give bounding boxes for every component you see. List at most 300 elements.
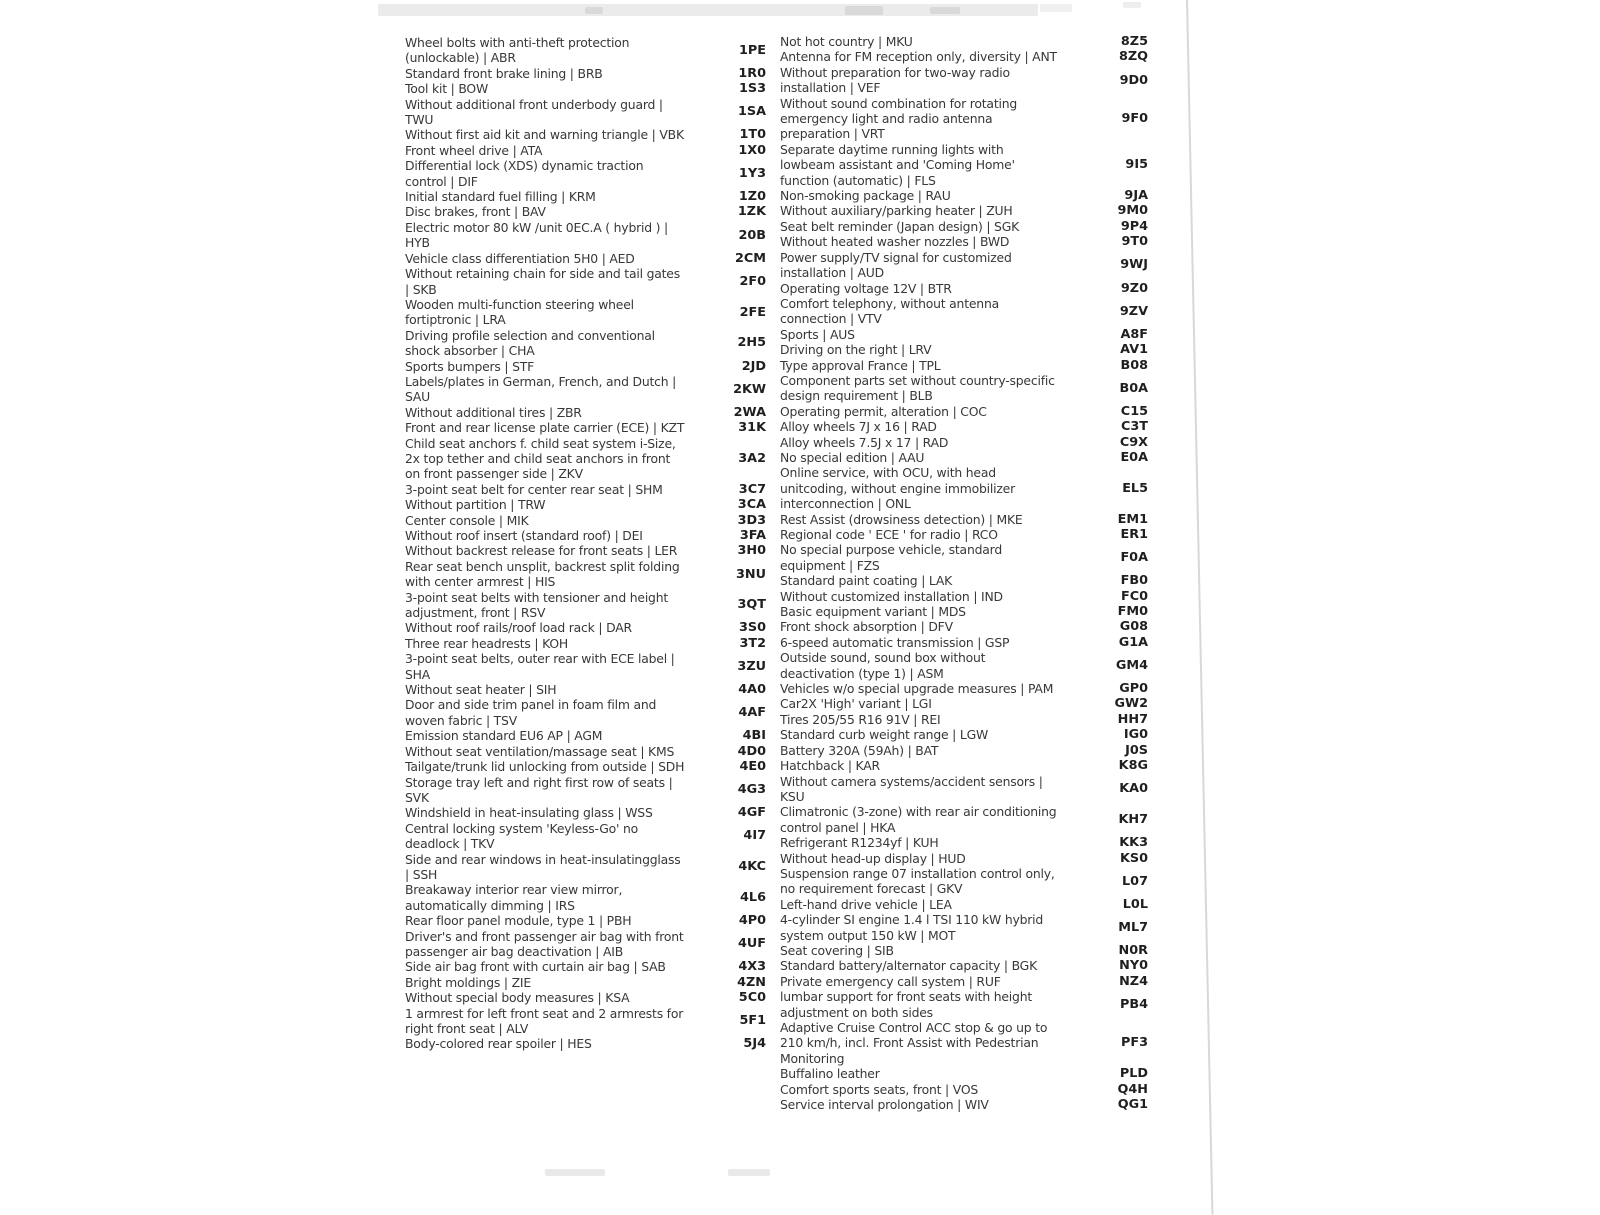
option-pr-code: 9JA — [1124, 188, 1148, 204]
option-pr-code: 9I5 — [1125, 157, 1148, 173]
option-pr-code: 9T0 — [1121, 234, 1148, 250]
option-row — [780, 804, 1148, 835]
option-pr-code: 1PE — [738, 42, 766, 58]
scan-artifact-smudge — [585, 7, 603, 14]
option-description: Seat covering | SIB — [780, 942, 894, 958]
option-row — [780, 512, 1148, 527]
option-row — [780, 527, 1148, 542]
option-row — [405, 513, 766, 528]
option-description: 1 armrest for left front seat and 2 armrests for right front seat | ALV — [405, 1005, 684, 1036]
option-pr-code: 2F0 — [739, 273, 766, 289]
option-row — [405, 990, 766, 1005]
option-description: Operating voltage 12V | BTR — [780, 280, 952, 296]
option-description: Without preparation for two-way radio installation | VEF — [780, 64, 1010, 96]
option-pr-code: 4L6 — [740, 890, 766, 906]
option-description: Buffalino leather — [780, 1066, 880, 1082]
option-pr-code: HH7 — [1117, 711, 1148, 727]
option-pr-code: 1ZK — [737, 204, 766, 220]
option-pr-code: 3FA — [739, 528, 766, 543]
option-pr-code: 3S0 — [738, 620, 766, 636]
option-pr-code: N0R — [1118, 942, 1148, 958]
option-pr-code: 5C0 — [738, 990, 766, 1006]
option-description: Emission standard EU6 AP | AGM — [405, 728, 603, 744]
options-list-right — [780, 34, 1148, 1112]
option-description: Outside sound, sound box without deactivation (type 1) | ASM — [780, 650, 986, 681]
option-pr-code: NY0 — [1119, 958, 1148, 974]
option-description: Type approval France | TPL — [780, 357, 941, 373]
option-pr-code: C3T — [1120, 419, 1148, 435]
option-pr-code: ER1 — [1120, 527, 1148, 542]
option-pr-code: B08 — [1120, 357, 1148, 373]
option-pr-code: 3ZU — [737, 658, 766, 674]
option-pr-code: FB0 — [1120, 573, 1148, 589]
option-description: Without retaining chain for side and tail gates | SKB — [405, 266, 680, 297]
option-pr-code: 1S3 — [738, 81, 766, 97]
option-row — [780, 373, 1148, 404]
option-row — [780, 203, 1148, 218]
option-row — [405, 497, 766, 512]
option-pr-code: B0A — [1119, 380, 1148, 396]
option-description: Online service, with OCU, with head unitcoding, without engine immobilizer interconnection | ONL — [780, 465, 1015, 512]
option-description: Vehicle class differentiation 5H0 | AED — [405, 250, 635, 266]
option-pr-code: 8ZQ — [1118, 49, 1148, 65]
option-pr-code: KS0 — [1119, 850, 1148, 866]
option-pr-code: 2H5 — [737, 335, 766, 351]
option-row — [405, 297, 766, 328]
option-description: Breakaway interior rear view mirror, automatically dimming | IRS — [405, 882, 623, 913]
option-row — [405, 728, 766, 743]
option-description: Alloy wheels 7.5J x 17 | RAD — [780, 434, 949, 450]
option-description: Component parts set without country-specific design requirement | BLB — [780, 372, 1055, 404]
option-pr-code: 4AF — [738, 705, 766, 721]
option-row — [780, 727, 1148, 742]
option-pr-code: 4GF — [737, 805, 766, 821]
option-row — [405, 528, 766, 543]
option-pr-code: 4BI — [742, 728, 766, 744]
option-pr-code: G08 — [1119, 619, 1148, 635]
option-row — [405, 189, 766, 204]
option-row — [405, 266, 766, 297]
option-row — [405, 127, 766, 142]
option-pr-code: 9P4 — [1120, 218, 1148, 234]
option-pr-code: KA0 — [1119, 781, 1148, 797]
option-row — [405, 775, 766, 806]
option-row — [780, 943, 1148, 958]
option-row — [405, 204, 766, 219]
option-row — [780, 696, 1148, 711]
option-pr-code: 9ZV — [1119, 303, 1148, 319]
option-row — [405, 220, 766, 251]
option-description: Alloy wheels 7J x 16 | RAD — [780, 419, 937, 435]
option-description: Without auxiliary/parking heater | ZUH — [780, 203, 1013, 219]
option-row — [780, 250, 1148, 281]
option-pr-code: C15 — [1120, 403, 1148, 419]
option-description: Vehicles w/o special upgrade measures | PAM — [780, 681, 1054, 697]
option-pr-code: 5F1 — [739, 1013, 766, 1029]
option-description: Standard front brake lining | BRB — [405, 65, 603, 81]
option-description: Seat belt reminder (Japan design) | SGK — [780, 218, 1020, 234]
option-description: Antenna for FM reception only, diversity | ANT — [780, 49, 1057, 65]
option-description: Car2X 'High' variant | LGI — [780, 696, 932, 712]
option-pr-code: 1R0 — [738, 65, 766, 81]
option-description: Without customized installation | IND — [780, 588, 1003, 604]
option-description: Battery 320A (59Ah) | BAT — [780, 742, 939, 758]
option-row — [405, 251, 766, 266]
option-row — [780, 1097, 1148, 1112]
option-description: Rear seat bench unsplit, backrest split folding with center armrest | HIS — [405, 558, 680, 590]
scan-artifact-smudge — [545, 1169, 605, 1176]
option-pr-code: FC0 — [1120, 588, 1148, 604]
option-description: Without seat ventilation/massage seat | KMS — [405, 743, 675, 759]
option-pr-code: AV1 — [1120, 342, 1148, 358]
option-pr-code: 4D0 — [737, 743, 766, 759]
option-row — [405, 744, 766, 759]
option-description: Non-smoking package | RAU — [780, 188, 951, 204]
option-pr-code: L07 — [1122, 873, 1148, 889]
scan-artifact-smudge — [845, 6, 883, 15]
option-row — [405, 697, 766, 728]
option-row — [405, 359, 766, 374]
option-description: Standard battery/alternator capacity | BGK — [780, 958, 1037, 974]
option-description: Initial standard fuel filling | KRM — [405, 189, 596, 205]
option-pr-code: 2KW — [733, 381, 766, 397]
option-pr-code: J0S — [1125, 742, 1148, 758]
scan-artifact-smudge — [1040, 4, 1072, 12]
option-pr-code: NZ4 — [1119, 973, 1148, 989]
option-row — [780, 958, 1148, 973]
option-pr-code: Q4H — [1117, 1081, 1148, 1097]
option-description: Differential lock (XDS) dynamic traction control | DIF — [405, 158, 644, 189]
option-pr-code: 3QT — [737, 597, 766, 613]
option-description: Tires 205/55 R16 91V | REI — [780, 711, 941, 727]
option-description: Central locking system 'Keyless-Go' no deadlock | TKV — [405, 820, 639, 852]
option-row — [405, 374, 766, 405]
option-row — [780, 681, 1148, 696]
option-row — [405, 328, 766, 359]
option-row — [405, 1036, 766, 1051]
option-description: Without seat heater | SIH — [405, 682, 557, 698]
option-description: Driving profile selection and conventional shock absorber | CHA — [405, 327, 655, 359]
scan-artifact-smudge — [1123, 2, 1141, 8]
option-description: Without additional front underbody guard | TWU — [405, 96, 663, 128]
option-pr-code: QG1 — [1117, 1097, 1148, 1113]
option-pr-code: 9M0 — [1117, 203, 1148, 219]
option-pr-code: 2WA — [733, 404, 766, 420]
option-row — [405, 143, 766, 158]
option-pr-code: A8F — [1120, 326, 1148, 342]
option-row — [780, 450, 1148, 465]
option-row — [780, 188, 1148, 203]
option-description: Sports | AUS — [780, 326, 855, 342]
option-row — [405, 636, 766, 651]
option-pr-code: PLD — [1119, 1066, 1148, 1082]
option-pr-code: K8G — [1118, 758, 1148, 774]
option-row — [780, 358, 1148, 373]
option-description: 3-point seat belt for center rear seat | SHM — [405, 481, 663, 497]
option-description: Wooden multi-function steering wheel fortiptronic | LRA — [405, 296, 634, 328]
option-row — [405, 482, 766, 497]
option-pr-code: 9D0 — [1119, 72, 1148, 88]
option-pr-code: FM0 — [1117, 604, 1148, 620]
option-row — [780, 234, 1148, 249]
option-description: Tool kit | BOW — [405, 81, 489, 97]
option-row — [780, 743, 1148, 758]
option-row — [780, 589, 1148, 604]
option-description: Comfort telephony, without antenna connection | VTV — [780, 295, 999, 327]
option-description: Power supply/TV signal for customized installation | AUD — [780, 249, 1012, 281]
option-pr-code: 9WJ — [1120, 257, 1148, 273]
option-description: Electric motor 80 kW /unit 0EC.A ( hybrid ) | HYB — [405, 219, 668, 251]
option-description: 6-speed automatic transmission | GSP — [780, 634, 1010, 650]
option-description: Windshield in heat-insulating glass | WSS — [405, 805, 653, 821]
option-row — [780, 1082, 1148, 1097]
option-description: Private emergency call system | RUF — [780, 973, 1001, 989]
option-description: Three rear headrests | KOH — [405, 635, 569, 651]
option-pr-code: KK3 — [1119, 835, 1148, 851]
option-pr-code: 4E0 — [739, 759, 766, 775]
option-pr-code: 1T0 — [739, 127, 766, 143]
option-description: Without roof rails/roof load rack | DAR — [405, 620, 632, 636]
option-description: Child seat anchors f. child seat system i-Size, 2x top tether and child seat anchors in front on front passenger side | ZKV — [405, 435, 676, 482]
option-pr-code: 3NU — [735, 566, 766, 582]
option-description: Tailgate/trunk lid unlocking from outside | SDH — [405, 759, 685, 775]
option-row — [405, 66, 766, 81]
option-row — [780, 465, 1148, 511]
option-pr-code: 2CM — [734, 250, 766, 266]
option-row — [405, 929, 766, 960]
option-row — [780, 712, 1148, 727]
option-description: Door and side trim panel in foam film and woven fabric | TSV — [405, 697, 657, 728]
option-pr-code: 1Y3 — [738, 165, 766, 181]
option-row — [405, 1006, 766, 1037]
option-pr-code: 31K — [738, 420, 766, 436]
option-description: Sports bumpers | STF — [405, 358, 535, 374]
option-pr-code: 3A2 — [738, 450, 766, 466]
option-row — [780, 758, 1148, 773]
option-description: Without first aid kit and warning triangle | VBK — [405, 127, 684, 143]
option-description: Front wheel drive | ATA — [405, 142, 543, 158]
option-description: No special purpose vehicle, standard equipment | FZS — [780, 542, 1003, 573]
option-description: Disc brakes, front | BAV — [405, 204, 546, 220]
option-pr-code: EM1 — [1117, 511, 1148, 527]
option-description: Storage tray left and right first row of seats | SVK — [405, 774, 673, 805]
option-description: 3-point seat belts with tensioner and height adjustment, front | RSV — [405, 589, 669, 621]
options-list-left — [405, 35, 766, 1052]
option-description: Basic equipment variant | MDS — [780, 604, 966, 620]
option-description: Not hot country | MKU — [780, 34, 913, 49]
option-row — [780, 604, 1148, 619]
option-pr-code: 3C7 — [738, 481, 766, 497]
option-description: Driver's and front passenger air bag with front passenger air bag deactivation | AIB — [405, 928, 684, 959]
option-row — [780, 866, 1148, 897]
option-description: 4-cylinder SI engine 1.4 l TSI 110 kW hybrid system output 150 kW | MOT — [780, 912, 1044, 943]
option-description: Service interval prolongation | WIV — [780, 1097, 989, 1113]
option-row — [780, 1020, 1148, 1066]
option-pr-code: 1Z0 — [738, 189, 766, 205]
option-description: Without additional tires | ZBR — [405, 404, 582, 420]
option-pr-code: 4UF — [737, 936, 766, 952]
option-row — [405, 35, 766, 66]
option-pr-code: PF3 — [1120, 1035, 1148, 1051]
option-row — [405, 975, 766, 990]
option-description: Side and rear windows in heat-insulatingglass | SSH — [405, 851, 681, 882]
option-row — [780, 974, 1148, 989]
option-row — [780, 573, 1148, 588]
option-pr-code: 1X0 — [738, 142, 766, 158]
option-row — [405, 759, 766, 774]
option-row — [405, 590, 766, 621]
page-edge-line — [1186, 0, 1213, 1215]
option-description: Rear floor panel module, type 1 | PBH — [405, 913, 632, 929]
option-description: Driving on the right | LRV — [780, 342, 932, 358]
option-row — [780, 989, 1148, 1020]
option-row — [780, 542, 1148, 573]
option-row — [780, 327, 1148, 342]
option-pr-code: 3CA — [737, 497, 766, 513]
option-pr-code: 8Z5 — [1120, 34, 1148, 49]
scan-artifact-smudge — [728, 1169, 770, 1176]
option-description: No special edition | AAU — [780, 449, 925, 465]
option-pr-code: 2FE — [739, 304, 766, 320]
option-description: Standard paint coating | LAK — [780, 573, 953, 589]
option-pr-code: GM4 — [1115, 657, 1148, 673]
option-pr-code: 4A0 — [738, 682, 766, 698]
option-description: Regional code ' ECE ' for radio | RCO — [780, 527, 998, 542]
option-pr-code: 4G3 — [737, 782, 766, 798]
option-description: Comfort sports seats, front | VOS — [780, 1081, 979, 1097]
option-row — [780, 619, 1148, 634]
option-row — [780, 897, 1148, 912]
option-description: Wheel bolts with anti-theft protection (unlockable) | ABR — [405, 35, 630, 66]
option-description: Without backrest release for front seats | LER — [405, 543, 678, 559]
option-description: Climatronic (3-zone) with rear air conditioning control panel | HKA — [780, 804, 1057, 835]
option-description: Hatchback | KAR — [780, 758, 880, 774]
option-row — [780, 835, 1148, 850]
option-description: Without camera systems/accident sensors | KSU — [780, 773, 1043, 804]
option-description: Center console | MIK — [405, 512, 529, 528]
option-description: Refrigerant R1234yf | KUH — [780, 835, 939, 851]
option-row — [780, 219, 1148, 234]
option-description: lumbar support for front seats with height adjustment on both sides — [780, 989, 1033, 1020]
option-row — [405, 158, 766, 189]
option-pr-code: F0A — [1120, 550, 1148, 566]
option-pr-code: C9X — [1119, 434, 1148, 450]
option-row — [780, 635, 1148, 650]
option-row — [405, 821, 766, 852]
option-pr-code: 3T2 — [739, 635, 766, 651]
option-row — [780, 142, 1148, 188]
option-description: Without sound combination for rotating emergency light and radio antenna preparation | VRT — [780, 95, 1018, 142]
option-row — [780, 49, 1148, 64]
option-description: Rest Assist (drowsiness detection) | MKE — [780, 511, 1023, 527]
option-pr-code: GW2 — [1114, 696, 1148, 712]
option-row — [780, 912, 1148, 943]
option-row — [405, 559, 766, 590]
option-row — [780, 1066, 1148, 1081]
option-row — [780, 650, 1148, 681]
option-row — [405, 682, 766, 697]
option-pr-code: 1SA — [737, 104, 766, 120]
option-row — [780, 281, 1148, 296]
option-pr-code: 20B — [738, 227, 766, 243]
option-description: Without special body measures | KSA — [405, 990, 630, 1006]
option-description: Operating permit, alteration | COC — [780, 403, 987, 419]
option-row — [780, 419, 1148, 434]
option-row — [780, 851, 1148, 866]
option-description: 3-point seat belts, outer rear with ECE label | SHA — [405, 651, 675, 682]
option-row — [405, 913, 766, 928]
option-pr-code: KH7 — [1118, 812, 1148, 828]
option-description: Without head-up display | HUD — [780, 850, 966, 866]
option-pr-code: GP0 — [1119, 681, 1148, 697]
option-pr-code: 3D3 — [737, 512, 766, 528]
option-pr-code: E0A — [1120, 449, 1148, 465]
option-row — [780, 65, 1148, 96]
option-description: Without heated washer nozzles | BWD — [780, 234, 1010, 250]
option-pr-code: 4I7 — [743, 828, 766, 844]
option-description: Bright moldings | ZIE — [405, 974, 531, 990]
option-pr-code: EL5 — [1122, 480, 1148, 496]
option-row — [405, 543, 766, 558]
option-description: Standard curb weight range | LGW — [780, 727, 989, 743]
option-description: Without roof insert (standard roof) | DEI — [405, 528, 643, 543]
option-description: Front and rear license plate carrier (ECE) | KZT — [405, 420, 685, 436]
option-description: Body-colored rear spoiler | HES — [405, 1036, 592, 1052]
option-description: Separate daytime running lights with lowbeam assistant and 'Coming Home' function (automatic) | FLS — [780, 141, 1015, 188]
option-description: Left-hand drive vehicle | LEA — [780, 896, 952, 912]
option-pr-code: 3H0 — [737, 543, 766, 559]
option-description: Suspension range 07 installation control only, no requirement forecast | GKV — [780, 865, 1055, 897]
option-pr-code: L0L — [1122, 896, 1148, 912]
option-description: Without partition | TRW — [405, 497, 546, 513]
option-pr-code: 2JD — [741, 358, 766, 374]
option-row — [780, 774, 1148, 805]
option-row — [780, 96, 1148, 142]
option-pr-code: PB4 — [1119, 996, 1148, 1012]
option-row — [405, 805, 766, 820]
option-row — [405, 81, 766, 96]
option-row — [405, 97, 766, 128]
option-row — [780, 404, 1148, 419]
option-pr-code: 5J4 — [743, 1036, 766, 1052]
option-row — [780, 296, 1148, 327]
option-pr-code: ML7 — [1118, 919, 1148, 935]
option-row — [405, 420, 766, 435]
option-pr-code: 4X3 — [738, 959, 766, 975]
option-row — [405, 959, 766, 974]
scan-artifact-smudge — [930, 7, 960, 14]
option-row — [780, 34, 1148, 49]
option-row — [405, 651, 766, 682]
option-pr-code: 9F0 — [1121, 111, 1148, 127]
option-row — [405, 620, 766, 635]
option-pr-code: 4ZN — [737, 974, 766, 990]
option-row — [780, 342, 1148, 357]
option-description: Labels/plates in German, French, and Dutch | SAU — [405, 373, 677, 405]
option-pr-code: G1A — [1118, 634, 1148, 650]
option-row — [780, 435, 1148, 450]
option-description: Adaptive Cruise Control ACC stop & go up to 210 km/h, incl. Front Assist with Pedestrian Monitoring — [780, 1020, 1048, 1066]
option-pr-code: 9Z0 — [1120, 280, 1148, 296]
option-row — [405, 405, 766, 420]
option-row — [405, 852, 766, 883]
option-pr-code: 4P0 — [738, 913, 766, 929]
option-description: Side air bag front with curtain air bag | SAB — [405, 959, 666, 975]
option-pr-code: 4KC — [738, 859, 766, 875]
option-row — [405, 882, 766, 913]
option-pr-code: IG0 — [1123, 727, 1148, 743]
option-description: Front shock absorption | DFV — [780, 619, 953, 635]
